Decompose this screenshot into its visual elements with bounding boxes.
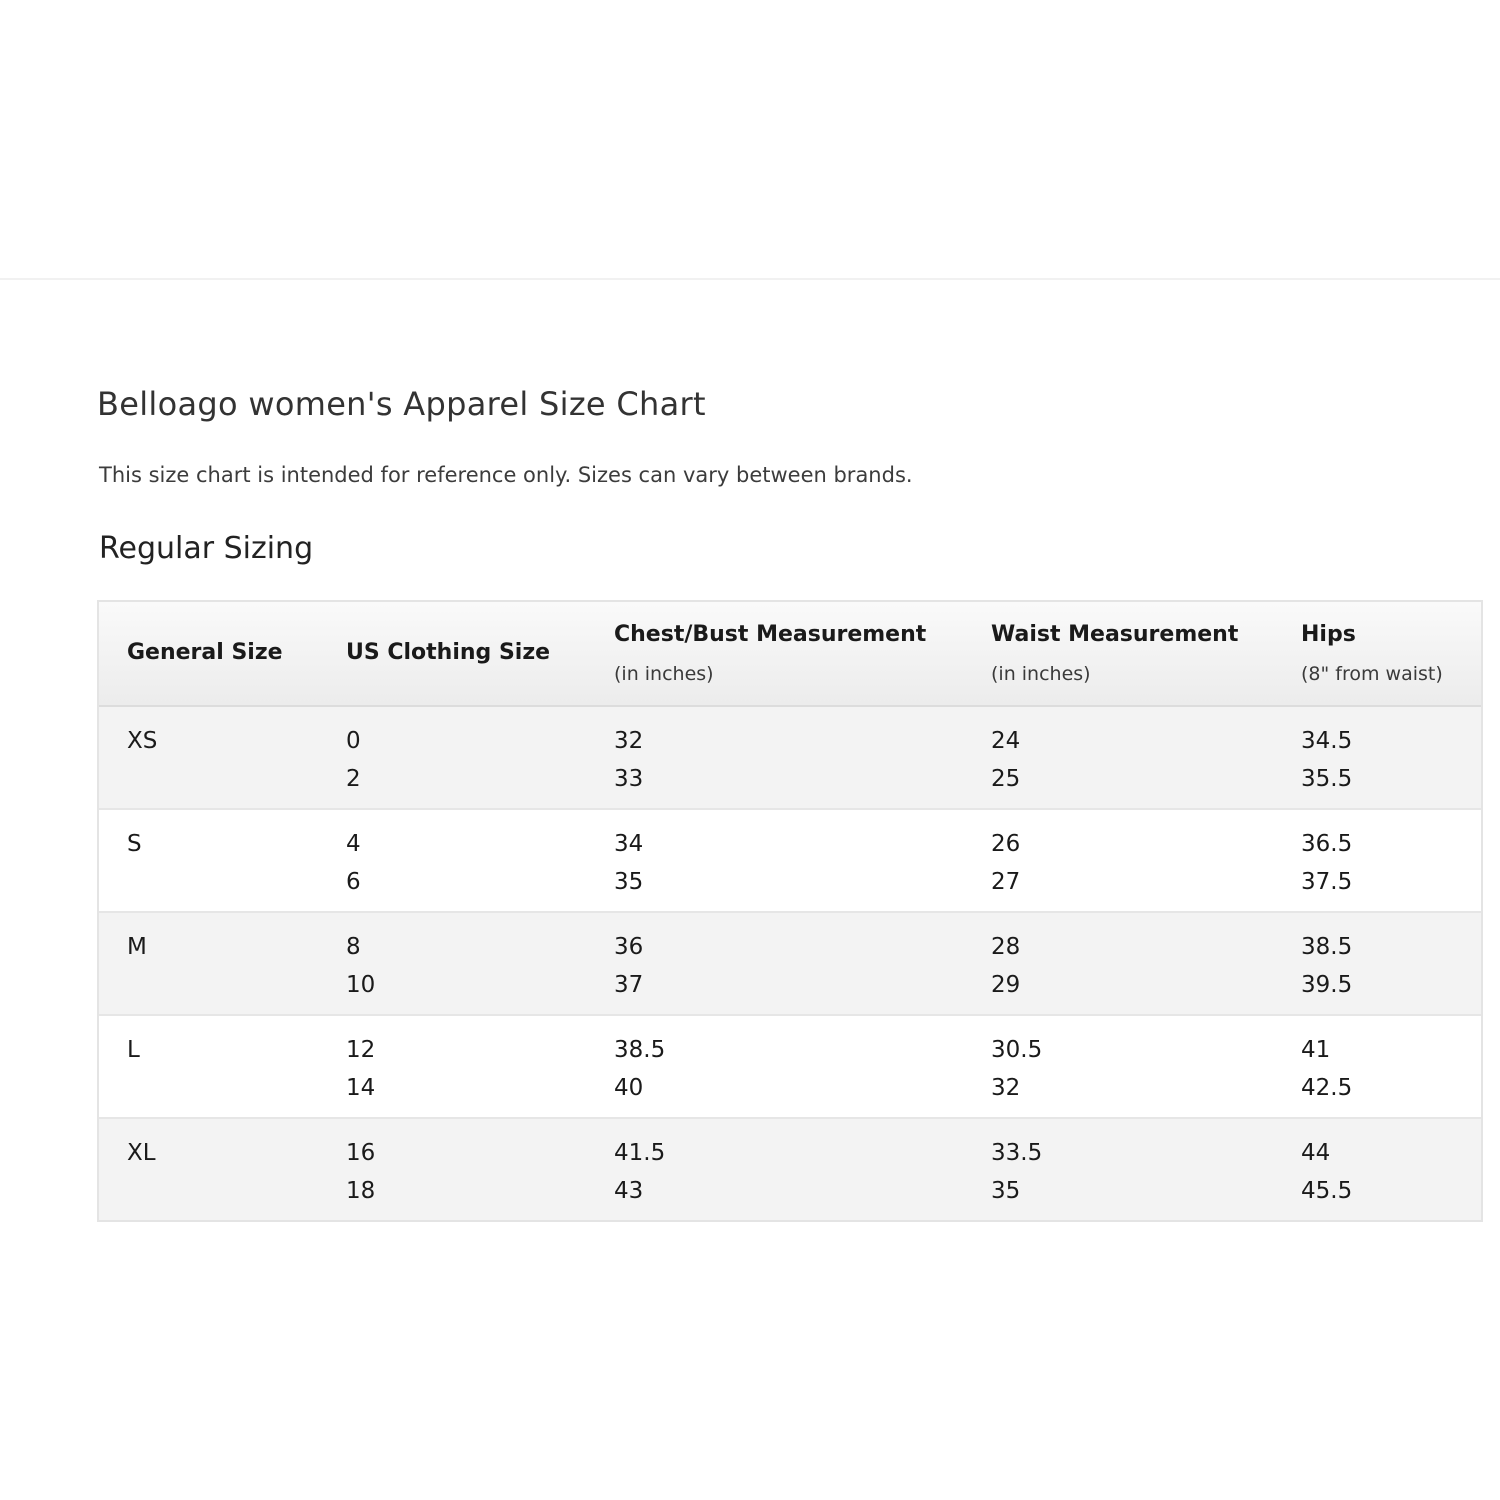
section-title: Regular Sizing: [99, 531, 314, 566]
chest-cell: 32 33: [614, 728, 644, 792]
top-divider: [0, 278, 1500, 280]
header-hips: Hips: [1301, 622, 1356, 647]
hips-cell: 36.5 37.5: [1301, 831, 1353, 895]
size-chart-table: [97, 600, 1483, 1222]
page-title: Belloago women's Apparel Size Chart: [97, 385, 706, 423]
header-hips-unit: (8" from waist): [1301, 663, 1443, 685]
hips-cell: 34.5 35.5: [1301, 728, 1353, 792]
us-size-cell: 0 2: [346, 728, 361, 792]
table-row: [99, 1016, 1481, 1119]
hips-cell: 44 45.5: [1301, 1140, 1353, 1204]
us-size-cell: 12 14: [346, 1037, 376, 1101]
table-row: [99, 810, 1481, 913]
chest-cell: 41.5 43: [614, 1140, 666, 1204]
header-us-clothing-size: US Clothing Size: [346, 640, 551, 665]
us-size-cell: 16 18: [346, 1140, 376, 1204]
chest-cell: 34 35: [614, 831, 644, 895]
general-size-cell: M: [127, 934, 147, 960]
waist-cell: 33.5 35: [991, 1140, 1043, 1204]
table-row: [99, 707, 1481, 810]
general-size-cell: S: [127, 831, 142, 857]
chest-cell: 36 37: [614, 934, 644, 998]
waist-cell: 30.5 32: [991, 1037, 1043, 1101]
chest-cell: 38.5 40: [614, 1037, 666, 1101]
general-size-cell: L: [127, 1037, 140, 1063]
table-row: [99, 913, 1481, 1016]
hips-cell: 38.5 39.5: [1301, 934, 1353, 998]
header-chest-bust: Chest/Bust Measurement: [614, 622, 927, 647]
us-size-cell: 4 6: [346, 831, 361, 895]
header-waist: Waist Measurement: [991, 622, 1239, 647]
general-size-cell: XL: [127, 1140, 156, 1166]
hips-cell: 41 42.5: [1301, 1037, 1353, 1101]
general-size-cell: XS: [127, 728, 158, 754]
waist-cell: 26 27: [991, 831, 1021, 895]
table-header: [99, 602, 1481, 707]
disclaimer-text: This size chart is intended for reference only. Sizes can vary between brands.: [99, 463, 913, 487]
us-size-cell: 8 10: [346, 934, 376, 998]
waist-cell: 24 25: [991, 728, 1021, 792]
waist-cell: 28 29: [991, 934, 1021, 998]
header-waist-unit: (in inches): [991, 663, 1091, 685]
table-row: [99, 1119, 1481, 1220]
header-chest-bust-unit: (in inches): [614, 663, 714, 685]
header-general-size: General Size: [127, 640, 283, 665]
